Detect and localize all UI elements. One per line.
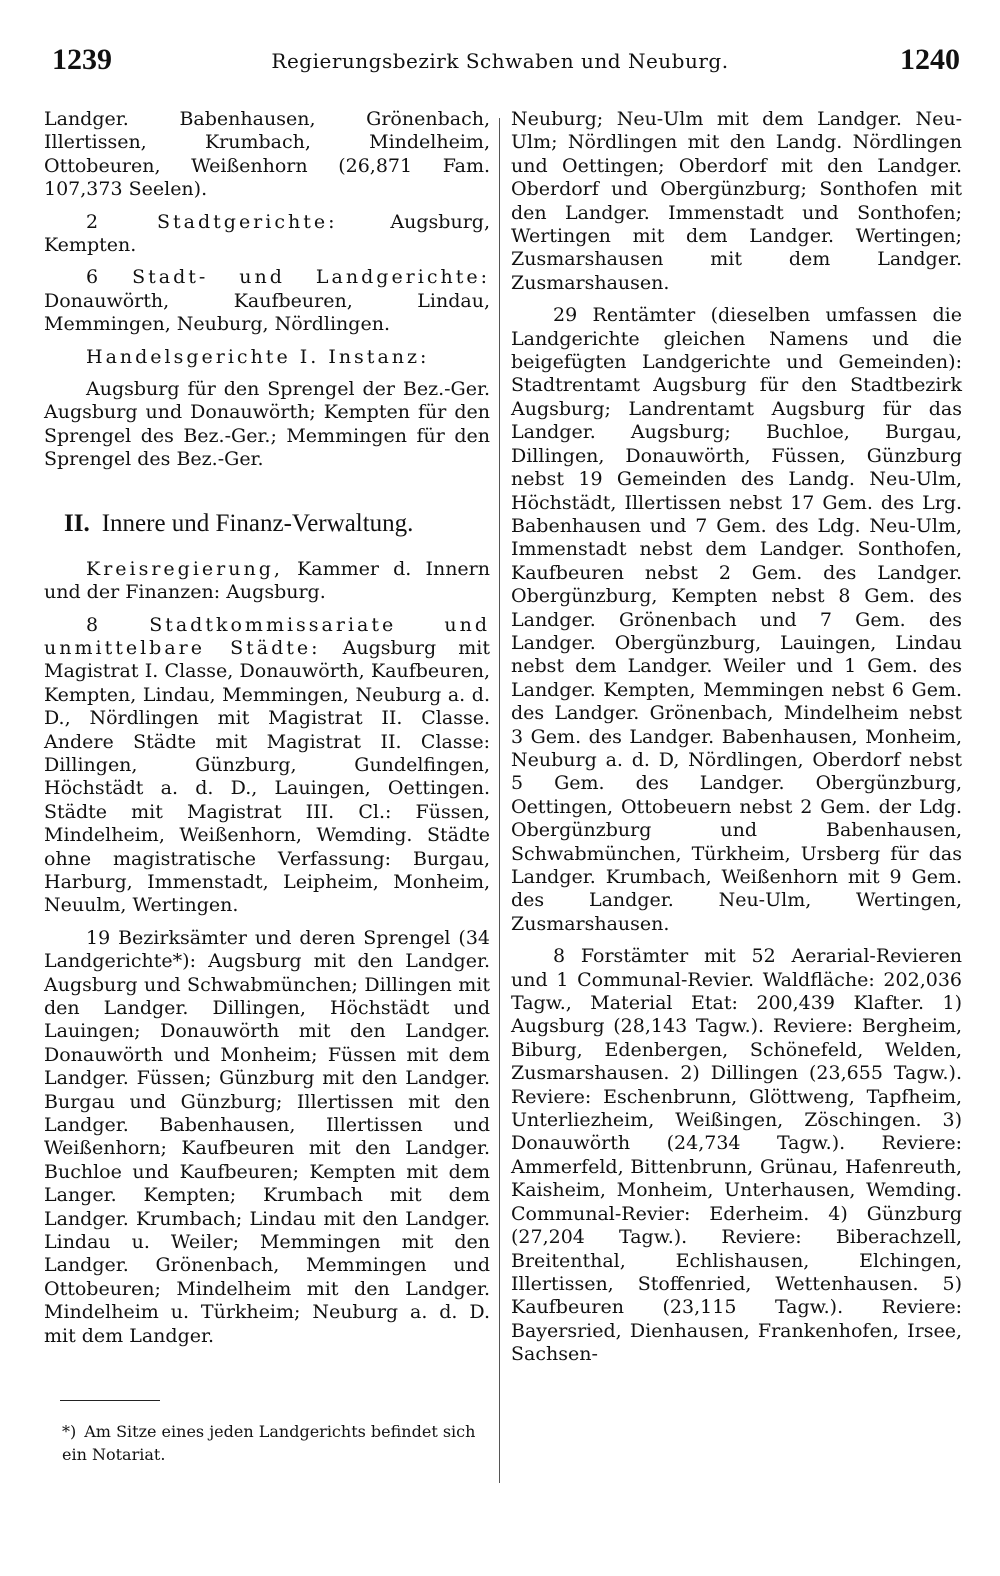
paragraph: 29 Rentämter (dieselben umfassen die Landgerichte gleichen Namens und die beigefügten Landgerichte und Gemeinden): Stadtrentamt Augsburg für den Stadtbezirk Augsburg; Landrentamt Augsburg für das Landger. Augsburg; Buchloe, Burgau, Dillingen, Donauwörth, Füssen, Günzburg nebst 19 Gemeinden des Landg. Neu-Ulm, Höchstädt, Illertissen nebst 17 Gem. des Lrg. Babenhausen und 7 Gem. des Ldg. Neu-Ulm, Immenstadt nebst dem Landger. Sonthofen, Kaufbeuren nebst 2 Gem. des Landger. Obergünzburg, Kempten nebst 8 Gem. des Landger. Grönenbach und 7 Gem. des Landger. Obergünzburg, Lauingen, Lindau nebst dem Landger. Weiler und 1 Gem. des Landger. Kempten, Memmingen nebst 6 Gem. des Landger. Grönenbach, Mindelheim nebst 3 Gem. des Landger. Babenhausen, Monheim, Neuburg a. d. D, Nördlingen, Oberdorf nebst 5 Gem. des Landger. Obergünzburg, Oettingen, Ottobeuern nebst 2 Gem. der Ldg. Obergünzburg und Babenhausen, Schwabmünchen, Türkheim, Ursberg für das Landger. Krumbach, Weißenhorn mit 9 Gem. des Landger. Neu-Ulm, Wertingen, Zusmarshausen. xyxy=(511,304,962,935)
paragraph: 8 Forstämter mit 52 Aerarial-Revieren und 1 Communal-Revier. Waldfläche: 202,036 Tagw., Material Etat: 200,439 Klafter. 1) Augsburg (28,143 Tagw.). Reviere: Bergheim, Biburg, Edenbergen, Schönefeld, Welden, Zusmarshausen. 2) Dillingen (23,655 Tagw.). Reviere: Eschenbrunn, Glöttweng, Tapfheim, Unterliezheim, Weißingen, Zöschingen. 3) Donauwörth (24,734 Tagw.). Reviere: Ammerfeld, Bittenbrunn, Grünau, Hafenreuth, Kaisheim, Monheim, Unterhausen, Wemding. Communal-Revier: Ederheim. 4) Günzburg (27,204 Tagw.). Reviere: Biberachzell, Breitenthal, Echlishausen, Elchingen, Illertissen, Stoffenried, Wettenhausen. 5) Kaufbeuren (23,115 Tagw.). Reviere: Bayersried, Dienhausen, Frankenhofen, Irsee, Sachsen- xyxy=(511,945,962,1366)
paragraph-lead: 2 Stadtgerichte: xyxy=(86,210,338,233)
left-column xyxy=(44,108,490,1357)
paragraph-lead: Kreisregierung, xyxy=(86,557,283,580)
paragraph: Augsburg für den Sprengel der Bez.-Ger. Augsburg und Donauwörth; Kempten für den Sprengel des Bez.-Ger.; Memmingen für den Sprengel des Bez.-Ger. xyxy=(44,378,490,471)
paragraph xyxy=(44,211,490,258)
page-number-right: 1240 xyxy=(900,43,960,76)
paragraph xyxy=(44,614,490,918)
column-divider xyxy=(499,118,500,1483)
right-column xyxy=(511,108,962,1376)
footnote xyxy=(62,1420,494,1466)
page-header xyxy=(40,40,960,90)
paragraph-lead: 8 Stadtkommissariate und unmittelbare Städte: xyxy=(44,613,490,659)
paragraph xyxy=(44,266,490,336)
paragraph-text: Donauwörth, Kaufbeuren, Lindau, Memmingen, Neuburg, Nördlingen. xyxy=(44,289,490,336)
running-title: Regierungsbezirk Schwaben und Neuburg. xyxy=(271,49,729,73)
paragraph-text: Augsburg mit Magistrat I. Classe, Donauwörth, Kaufbeuren, Kempten, Lindau, Memmingen, Neuburg a. d. D., Nördlingen mit Magistrat II. Classe. Andere Städte mit Magistrat II. Classe: Dillingen, Günzburg, Gundelfingen, Höchstädt a. d. D., Lauingen, Oettingen. Städte mit Magistrat III. Cl.: Füssen, Mindelheim, Weißenhorn, Wemding. Städte ohne magistratische Verfassung: Burgau, Harburg, Immenstadt, Leipheim, Monheim, Neuulm, Wertingen. xyxy=(44,636,490,917)
paragraph: Landger. Babenhausen, Grönenbach, Illertissen, Krumbach, Mindelheim, Ottobeuren, Weißenhorn (26,871 Fam. 107,373 Seelen). xyxy=(44,108,490,201)
paragraph xyxy=(44,558,490,605)
paragraph: 19 Bezirksämter und deren Sprengel (34 Landgerichte*): Augsburg mit den Landger. Augsburg und Schwabmünchen; Dillingen mit den Landger. Dillingen, Höchstädt und Lauingen; Donauwörth mit den Landger. Donauwörth und Monheim; Füssen mit dem Landger. Füssen; Günzburg mit den Landger. Burgau und Günzburg; Illertissen mit den Landger. Babenhausen, Illertissen und Weißenhorn; Kaufbeuren mit den Landger. Buchloe und Kaufbeuren; Kempten mit dem Langer. Kempten; Krumbach mit dem Landger. Krumbach; Lindau mit den Landger. Lindau u. Weiler; Memmingen mit den Landger. Grönenbach, Memmingen und Ottobeuren; Mindelheim mit den Landger. Mindelheim u. Türkheim; Neuburg a. d. D. mit dem Landger. xyxy=(44,926,490,1347)
footnote-mark: *) xyxy=(62,1422,77,1441)
paragraph: Neuburg; Neu-Ulm mit dem Landger. Neu-Ulm; Nördlingen mit den Landg. Nördlingen und Oettingen; Oberdorf mit den Landger. Oberdorf und Obergünzburg; Sonthofen mit den Landger. Immenstadt und Sonthofen; Wertingen mit dem Landger. Wertingen; Zusmarshausen mit dem Landger. Zusmarshausen. xyxy=(511,108,962,294)
paragraph-lead: Handelsgerichte I. Instanz: xyxy=(86,345,430,368)
footnote-text: Am Sitze eines jeden Landgerichts befindet sich ein Notariat. xyxy=(62,1422,476,1464)
paragraph-lead: 6 Stadt- und Landgerichte: xyxy=(86,266,490,289)
section-number: II. xyxy=(64,509,90,537)
page-number-left: 1239 xyxy=(52,43,112,76)
footnote-rule xyxy=(60,1400,160,1401)
paragraph xyxy=(44,346,490,369)
paragraph-text: Augsburg, Kempten. xyxy=(44,210,490,257)
section-heading xyxy=(64,508,490,540)
section-title: Innere und Finanz-Verwaltung. xyxy=(101,509,414,537)
paragraph-text: Kammer d. Innern und der Finanzen: Augsburg. xyxy=(44,557,490,604)
